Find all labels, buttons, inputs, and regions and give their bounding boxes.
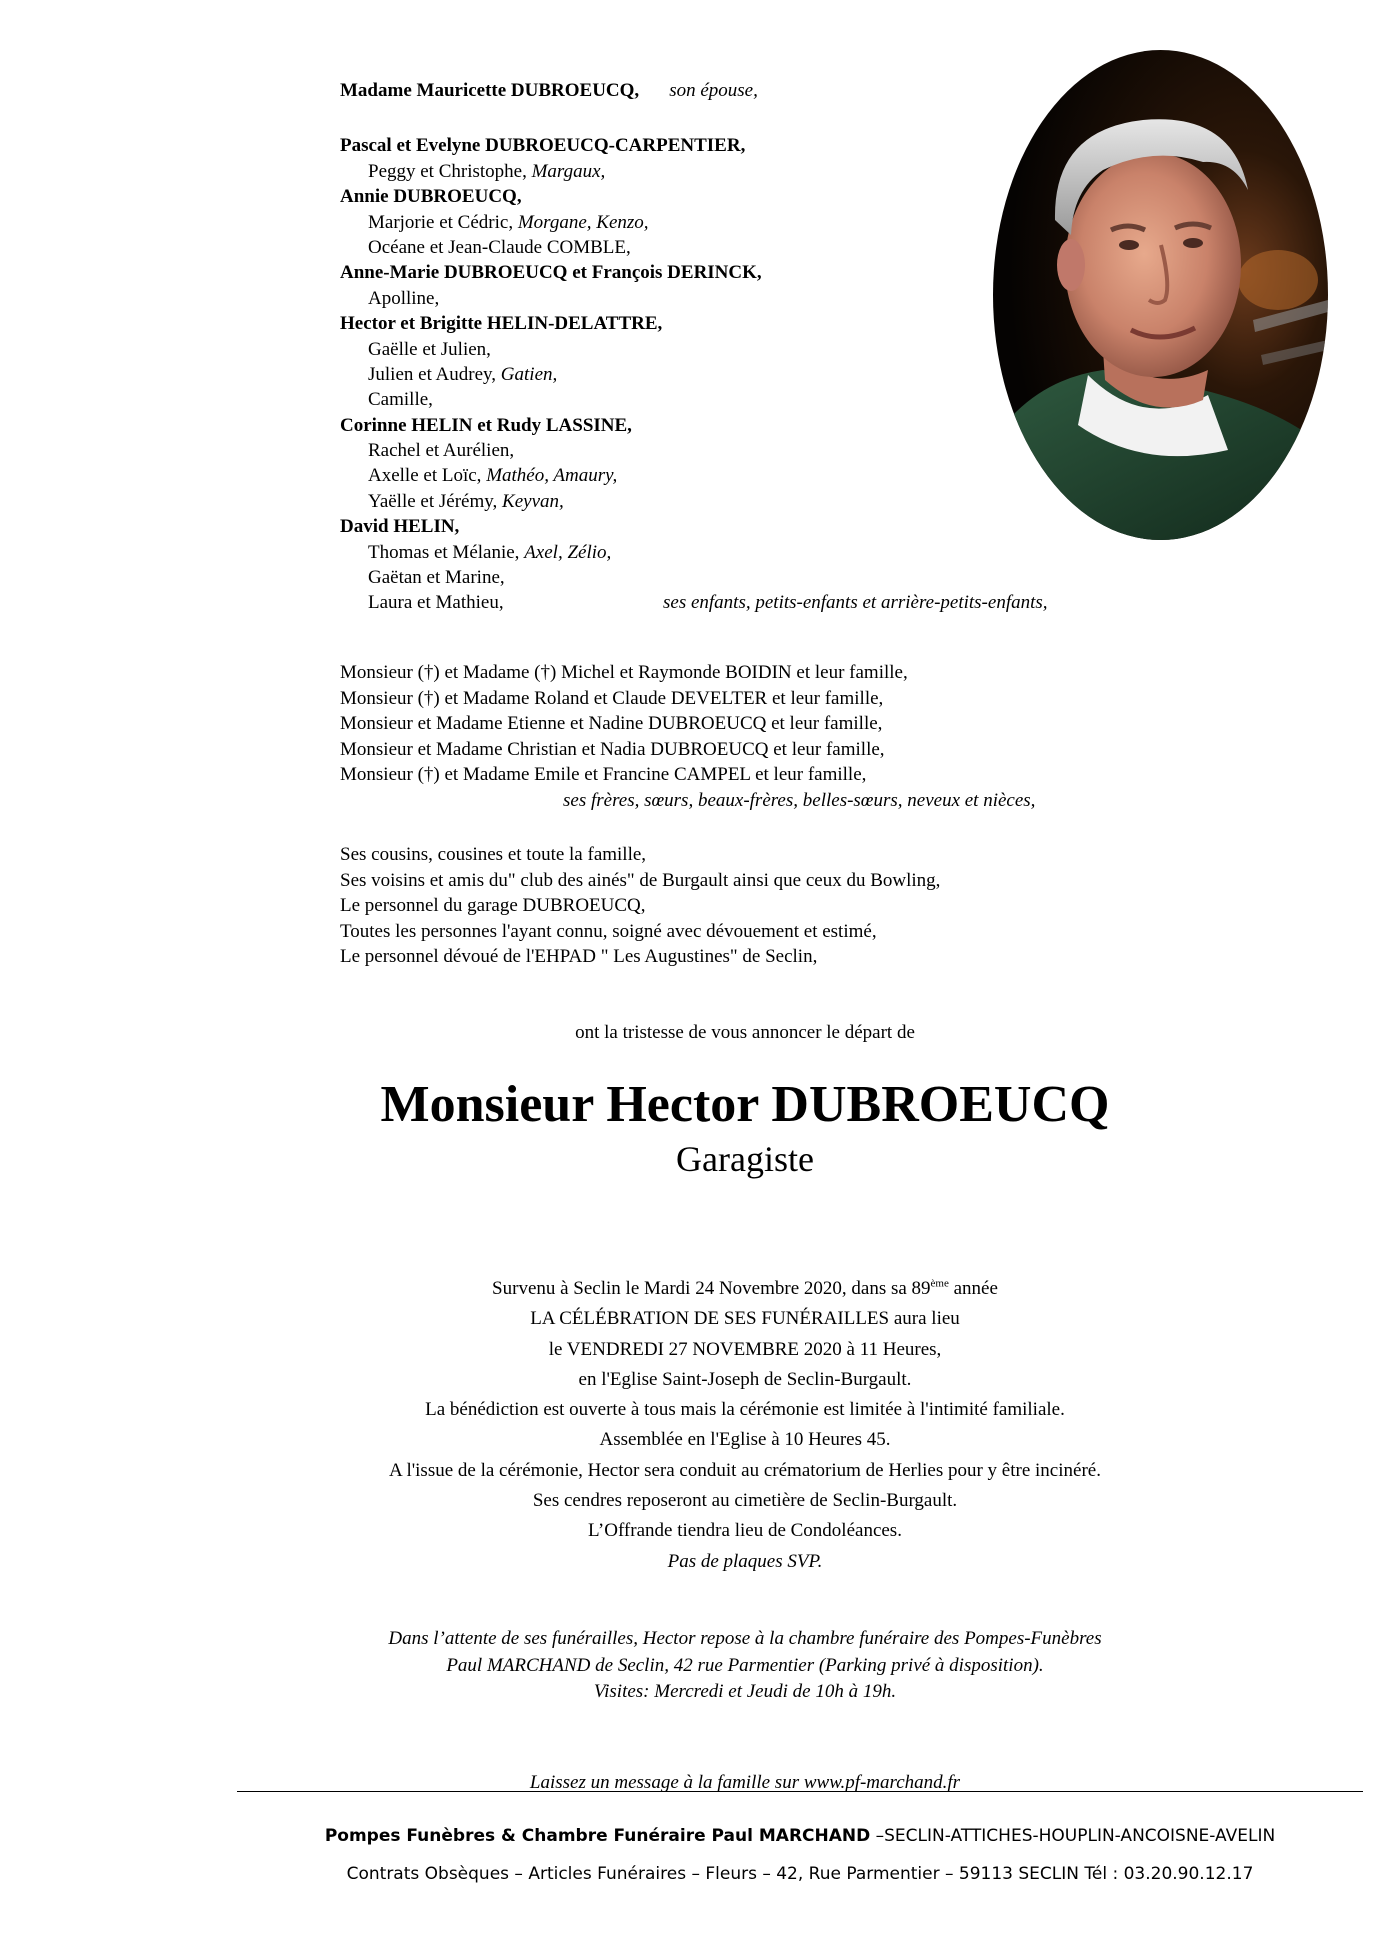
detail-line: le VENDREDI 27 NOVEMBRE 2020 à 11 Heures, — [548, 1338, 942, 1360]
grandchild-line: Laura et Mathieu, ses enfants, petits-enfants et arrière-petits-enfants, — [340, 590, 762, 615]
child-name: Hector et Brigitte HELIN-DELATTRE, — [340, 313, 663, 335]
no-plaques: Pas de plaques SVP. — [667, 1550, 823, 1572]
detail-line: en l'Eglise Saint-Joseph de Seclin-Burgault. — [578, 1368, 912, 1390]
siblings-role: ses frères, sœurs, beaux-frères, belles-sœurs, neveux et nièces, — [563, 790, 1036, 811]
repose-line: Visites: Mercredi et Jeudi de 10h à 19h. — [593, 1681, 897, 1702]
family-block — [340, 78, 1048, 616]
siblings-block — [340, 660, 1036, 811]
spouse-line — [340, 78, 762, 103]
footer-company: Pompes Funèbres & Chambre Funéraire Paul MARCHAND — [324, 1826, 871, 1846]
other-line: Ses cousins, cousines et toute la famille, — [340, 844, 647, 865]
detail-line: La bénédiction est ouverte à tous mais la cérémonie est limitée à l'intimité familiale. — [425, 1399, 1065, 1421]
detail-line: Ses cendres reposeront au cimetière de Seclin-Burgault. — [532, 1490, 958, 1512]
other-line: Le personnel dévoué de l'EHPAD " Les Augustines" de Seclin, — [340, 946, 818, 968]
portrait-photo — [993, 50, 1328, 540]
detail-line: LA CÉLÉBRATION DE SES FUNÉRAILLES aura lieu — [530, 1308, 960, 1330]
grandchild-line: Océane et Jean-Claude COMBLE, — [368, 236, 631, 258]
deceased-occupation: Garagiste — [676, 1139, 814, 1179]
sibling-line: Monsieur (†) et Madame Roland et Claude DEVELTER et leur famille, — [340, 687, 884, 709]
other-line: Toutes les personnes l'ayant connu, soigné avec dévouement et estimé, — [340, 920, 877, 942]
detail-line: Assemblée en l'Eglise à 10 Heures 45. — [599, 1429, 891, 1451]
child-name: Anne-Marie DUBROEUCQ et François DERINCK, — [340, 262, 762, 284]
other-line: Le personnel du garage DUBROEUCQ, — [340, 895, 646, 917]
grandchild-line: Julien et Audrey, Gatien, — [368, 363, 558, 385]
grandchild-line: Gaëtan et Marine, — [368, 567, 505, 589]
child-name: Annie DUBROEUCQ, — [340, 186, 522, 208]
repose-info — [270, 1626, 1220, 1706]
deceased-name: Monsieur Hector DUBROEUCQ — [380, 1076, 1110, 1133]
grandchild-line: Rachel et Aurélien, — [368, 440, 515, 462]
sibling-line: Monsieur et Madame Christian et Nadia DUBROEUCQ et leur famille, — [340, 738, 885, 760]
announcement: ont la tristesse de vous annoncer le départ de — [575, 1022, 915, 1043]
sibling-line: Monsieur (†) et Madame (†) Michel et Raymonde BOIDIN et leur famille, — [340, 662, 908, 683]
grandchild-line: Apolline, — [368, 287, 440, 309]
grandchild-line: Marjorie et Cédric, Morgane, Kenzo, — [368, 211, 649, 233]
message-link[interactable]: Laissez un message à la famille sur www.pf-marchand.fr — [529, 1772, 961, 1793]
grandchild-line: Gaëlle et Julien, — [368, 338, 491, 360]
grandchild-line: Axelle et Loïc, Mathéo, Amaury, — [368, 465, 618, 487]
detail-line: A l'issue de la cérémonie, Hector sera conduit au crématorium de Herlies pour y être incinéré. — [389, 1459, 1101, 1481]
grandchild-line: Camille, — [368, 389, 433, 411]
footer-divider — [237, 1791, 1363, 1792]
child-name: Corinne HELIN et Rudy LASSINE, — [340, 414, 632, 436]
children-role: ses enfants, petits-enfants et arrière-petits-enfants, — [663, 592, 1048, 614]
others-block — [340, 842, 940, 970]
death-line: Survenu à Seclin le Mardi 24 Novembre 2020, dans sa 89ème année — [492, 1277, 998, 1299]
footer-services: Contrats Obsèques – Articles Funéraires – Fleurs – 42, Rue Parmentier – 59113 SECLIN Tél : 03.20.90.12.17 — [346, 1864, 1254, 1884]
spouse-role: son épouse, — [669, 80, 758, 101]
grandchild-line: Yaëlle et Jérémy, Keyvan, — [368, 490, 564, 512]
child-name: David HELIN, — [340, 516, 460, 538]
funeral-details — [270, 1274, 1220, 1577]
footer-company-line — [300, 1826, 1300, 1846]
other-line: Ses voisins et amis du" club des ainés" de Burgault ainsi que ceux du Bowling, — [340, 869, 941, 891]
detail-line: L’Offrande tiendra lieu de Condoléances. — [588, 1520, 902, 1542]
grandchild-line: Peggy et Christophe, Margaux, — [368, 160, 606, 182]
spouse-name: Madame Mauricette DUBROEUCQ, — [340, 80, 640, 101]
child-name: Pascal et Evelyne DUBROEUCQ-CARPENTIER, — [340, 135, 746, 157]
grandchild-line: Thomas et Mélanie, Axel, Zélio, — [368, 541, 612, 563]
repose-line: Paul MARCHAND de Seclin, 42 rue Parmentier (Parking privé à disposition). — [446, 1654, 1044, 1676]
sibling-line: Monsieur et Madame Etienne et Nadine DUBROEUCQ et leur famille, — [340, 713, 883, 735]
footer-towns: –SECLIN-ATTICHES-HOUPLIN-ANCOISNE-AVELIN — [870, 1826, 1276, 1846]
sibling-line: Monsieur (†) et Madame Emile et Francine CAMPEL et leur famille, — [340, 764, 867, 786]
repose-line: Dans l’attente de ses funérailles, Hector repose à la chambre funéraire des Pompes-Funèbres — [388, 1628, 1102, 1649]
